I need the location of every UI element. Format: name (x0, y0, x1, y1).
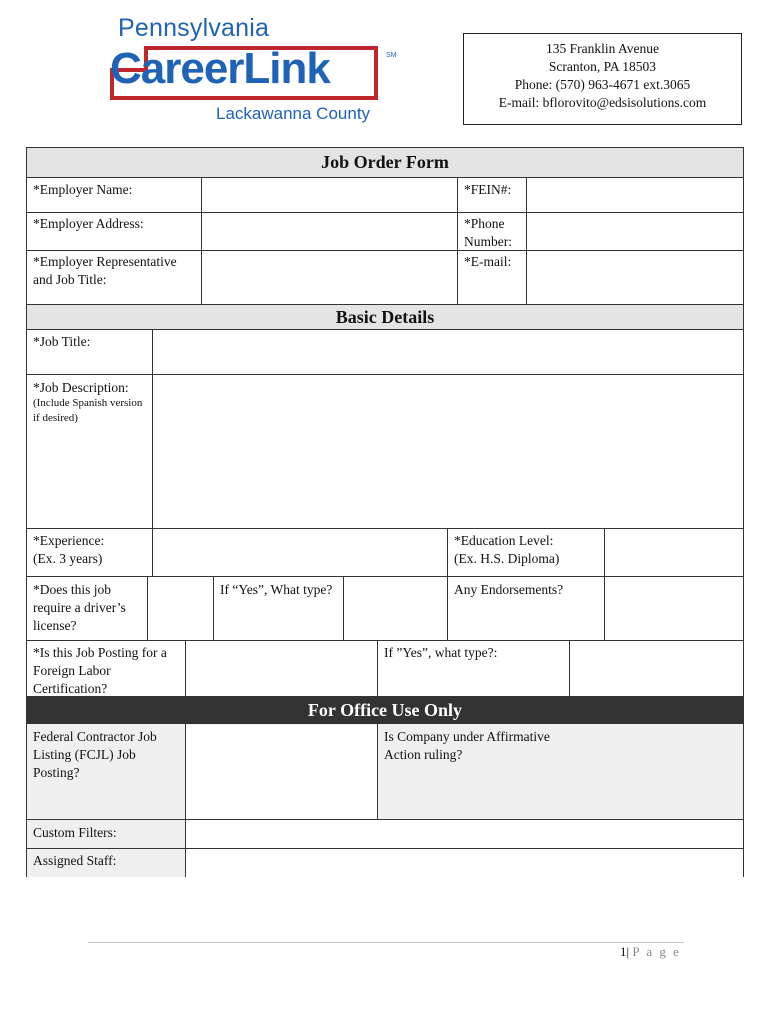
license-type-label: If “Yes”, What type? (220, 582, 333, 597)
endorsements-label: Any Endorsements? (454, 582, 564, 597)
employer-address-field[interactable] (202, 213, 457, 250)
education-field[interactable] (605, 529, 743, 576)
basic-details-header: Basic Details (27, 305, 743, 330)
experience-label: *Experience: (33, 533, 105, 548)
job-description-label: *Job Description: (33, 380, 129, 395)
page-number-value: 1 (620, 944, 627, 959)
assigned-staff-label: Assigned Staff: (33, 853, 117, 868)
contact-phone: Phone: (570) 963-4671 ext.3065 (514, 77, 691, 92)
foreign-labor-field[interactable] (186, 641, 377, 696)
phone-number-label: *Phone Number: (464, 216, 512, 249)
form-title: Job Order Form (27, 148, 743, 178)
education-example: (Ex. H.S. Diploma) (454, 551, 560, 566)
drivers-license-label: *Does this job require a driver’s license? (33, 582, 126, 633)
logo-state-text: Pennsylvania (118, 14, 270, 42)
job-order-form (26, 147, 744, 877)
job-description-field[interactable] (153, 375, 743, 528)
email-field[interactable] (527, 251, 743, 304)
fcjl-label: Federal Contractor Job Listing (FCJL) Job Posting? (33, 729, 157, 780)
office-use-header: For Office Use Only (27, 696, 743, 724)
foreign-labor-label: *Is this Job Posting for a Foreign Labor Certification? (33, 645, 167, 696)
foreign-type-field[interactable] (570, 641, 743, 696)
footer-divider (88, 942, 684, 943)
endorsements-field[interactable] (605, 577, 743, 640)
contact-address-line2: Scranton, PA 18503 (548, 59, 657, 74)
logo-county-text: Lackawanna County (216, 104, 371, 123)
email-label: *E-mail: (464, 254, 512, 269)
fein-field[interactable] (527, 179, 743, 212)
contact-email: E-mail: bflorovito@edsisolutions.com (498, 95, 707, 110)
phone-number-field[interactable] (527, 213, 743, 250)
education-label: *Education Level: (454, 533, 554, 548)
experience-example: (Ex. 3 years) (33, 551, 103, 566)
logo-brand-text: CareerLink (110, 44, 330, 93)
contact-address-line1: 135 Franklin Avenue (546, 41, 659, 56)
custom-filters-label: Custom Filters: (33, 825, 117, 840)
employer-address-label: *Employer Address: (33, 216, 144, 231)
page-number (620, 944, 681, 960)
foreign-type-label: If ”Yes”, what type?: (384, 645, 498, 660)
page-separator: | (626, 944, 630, 959)
rep-title-label: *Employer Representative and Job Title: (33, 254, 177, 287)
fein-label: *FEIN#: (464, 182, 512, 197)
contact-box (463, 33, 742, 125)
assigned-staff-field[interactable] (186, 849, 743, 877)
job-title-field[interactable] (153, 330, 743, 374)
job-description-note: (Include Spanish version if desired) (33, 397, 143, 424)
job-title-label: *Job Title: (33, 334, 91, 349)
fcjl-field[interactable] (186, 725, 377, 819)
page-word: P a g e (632, 944, 681, 959)
rep-title-field[interactable] (202, 251, 457, 304)
employer-name-field[interactable] (202, 179, 457, 212)
logo-service-mark: SM (386, 52, 397, 59)
experience-field[interactable] (153, 529, 447, 576)
drivers-license-field[interactable] (148, 577, 213, 640)
license-type-field[interactable] (344, 577, 447, 640)
custom-filters-field[interactable] (186, 820, 743, 848)
employer-name-label: *Employer Name: (33, 182, 133, 197)
affirmative-action-label: Is Company under Affirmative Action ruling? (384, 729, 550, 762)
